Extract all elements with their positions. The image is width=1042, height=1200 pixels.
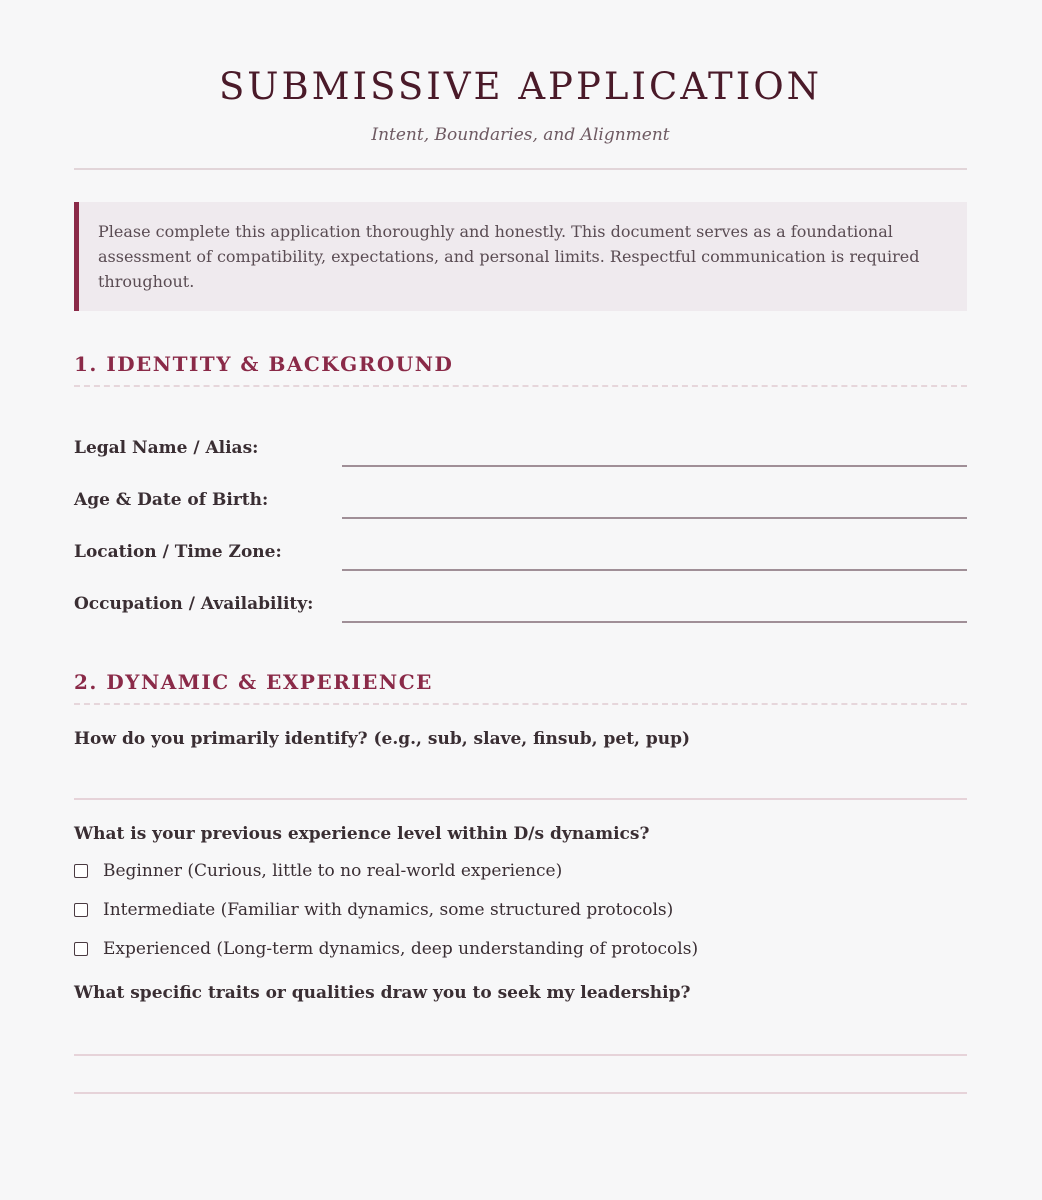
checkbox-beginner[interactable]: [74, 864, 88, 878]
option-beginner[interactable]: [74, 851, 967, 890]
section-heading-dynamic: 2. DYNAMIC & EXPERIENCE: [74, 669, 967, 705]
traits-answer-input-2[interactable]: [74, 1056, 967, 1094]
page-title: SUBMISSIVE APPLICATION: [218, 65, 823, 108]
age-dob-input[interactable]: [342, 487, 967, 519]
location-timezone-input[interactable]: [342, 539, 967, 571]
application-form: [74, 0, 967, 1094]
page-subtitle: Intent, Boundaries, and Alignment: [371, 125, 670, 145]
option-label: Intermediate (Familiar with dynamics, some structured protocols): [103, 899, 674, 920]
option-label: Beginner (Curious, little to no real-world experience): [103, 860, 563, 881]
traits-answer-input-1[interactable]: [74, 1018, 967, 1056]
checkbox-intermediate[interactable]: [74, 903, 88, 917]
question-experience-level: What is your previous experience level within D/s dynamics?: [74, 824, 650, 844]
intro-note: Please complete this application thoroughly and honestly. This document serves as a foundational assessment of compatibility, expectations, and personal limits. Respectful communication is required throughout.: [74, 202, 967, 311]
field-label: Location / Time Zone:: [74, 542, 282, 562]
identity-answer-input[interactable]: [74, 762, 967, 800]
title-divider: [74, 168, 967, 170]
option-experienced[interactable]: [74, 929, 967, 968]
occupation-availability-input[interactable]: [342, 591, 967, 623]
field-occupation-availability: [74, 571, 967, 623]
option-intermediate[interactable]: [74, 890, 967, 929]
experience-options: [74, 851, 967, 968]
field-age-dob: [74, 467, 967, 519]
option-label: Experienced (Long-term dynamics, deep understanding of protocols): [103, 938, 699, 959]
legal-name-input[interactable]: [342, 435, 967, 467]
field-label: Legal Name / Alias:: [74, 438, 259, 458]
checkbox-experienced[interactable]: [74, 942, 88, 956]
section-heading-identity: 1. IDENTITY & BACKGROUND: [74, 351, 967, 387]
question-traits: What specific traits or qualities draw you to seek my leadership?: [74, 983, 691, 1003]
field-label: Occupation / Availability:: [74, 594, 314, 614]
field-location-timezone: [74, 519, 967, 571]
field-label: Age & Date of Birth:: [74, 490, 269, 510]
question-identity: How do you primarily identify? (e.g., sub, slave, finsub, pet, pup): [74, 729, 691, 749]
field-legal-name: [74, 407, 967, 467]
